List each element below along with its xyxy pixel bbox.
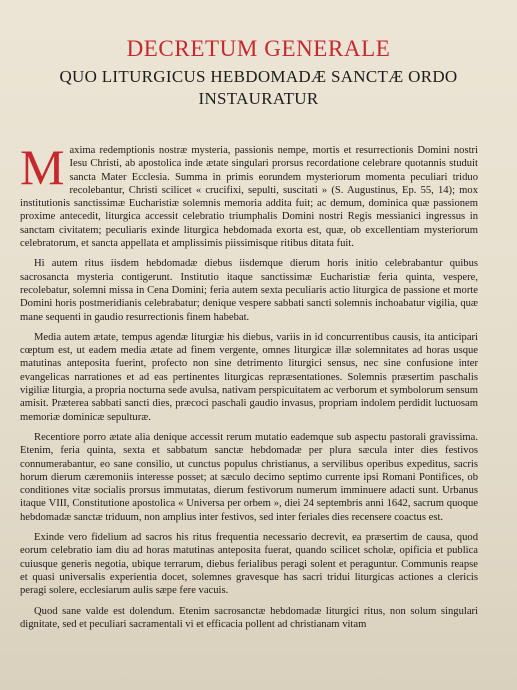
body-text [20,139,478,638]
paragraph-2: Hi autem ritus iisdem hebdomadæ diebus iisdemque dierum horis initio celebrabantur quibus sacrosancta mysteria contigerunt. Institutio itaque sanctissimæ Eucharistiæ feria quinta, vespere, recolebatur, solemni missa in Cena Domini; feria autem sexta peculiaris actio liturgica de passione et morte Domini horis postmeridianis celebrabatur; denique vespere sabbati sancti solemnis inchoabatur vigilia, quæ mane sequenti in gaudio resurrectionis finem habebat. [20,258,478,323]
paragraph-4: Recentiore porro ætate alia denique accessit rerum mutatio eademque sub aspectu pastorali gravissima. Etenim, feria quinta, sexta et sabbatum sanctæ hebdomadæ per plura sæcula inter dies festivos connumerabantur, eo sane consilio, ut cunctus populus christianus, a servilibus operibus expeditus, sacris horum dierum cæremoniis interesse posset; at sæculo decimo septimo currente ipsi Romani Pontifices, ob conditiones vitæ socialis prorsus immutatas, dierum festivorum numerum imminuere adacti sunt. Urbanus itaque VIII, Constitutione apostolica « Universa per orbem », diei 24 septembris anni 1642, sacrum quoque hebdomadæ sanctæ triduum, non amplius inter festivos, sed inter feriales dies recensere coactus est. [20,431,478,523]
paragraph-5: Exinde vero fidelium ad sacros his ritus frequentia necessario decrevit, ea præsertim de causa, quod eorum celebratio iam diu ad horas matutinas anteposita fuerat, quando scilicet scholæ, opificia et publica cuiusque generis negotia, ubique terrarum, diebus ferialibus peragi solent et peraguntur. Communis reapse et quasi universalis experientia docet, solemnes gravesque has sacri tridui liturgicas actiones a clericis peragi solere, ecclesiarum aulis sæpe fere vacuis. [20,532,478,597]
paragraph-3: Media autem ætate, tempus agendæ liturgiæ his diebus, variis in id concurrentibus causis, ita anticipari cœptum est, ut eadem media ætate ad finem vergente, omnes liturgicæ illæ solemnitates ad horas usque matutinas anteposita fuerint, profecto non sine detrimento liturgici sensus, nec sine confusione inter evangelicas narrationes et ad eas pertinentes liturgicas repræsentationes. Solemnis præsertim paschalis vigiliæ liturgia, a propria nocturna sede avulsa, nativam perspicuitatem ac verborum et symbolorum sensum amisit. Præterea sabbati sancti dies, præcoci paschali gaudio invasus, propriam indolem perdidit luctuosam memoriæ dominicæ sepulturæ. [20,331,478,423]
header [0,36,517,110]
decree-subtitle-line-1: QUO LITURGICUS HEBDOMADÆ SANCTÆ ORDO [59,67,458,86]
paragraph-1 [20,139,478,250]
paragraph-6: Quod sane valde est dolendum. Etenim sacrosanctæ hebdomadæ liturgici ritus, non solum singulari dignitate, sed et peculiari sacramentali vi et efficacia pollent ad christianam vitam [20,605,478,630]
decree-title: DECRETUM GENERALE [126,36,391,61]
decree-subtitle-line-2: INSTAURATUR [198,89,319,108]
paragraph-1-text: axima redemptionis nostræ mysteria, passionis nempe, mortis et resurrectionis Domini nostri Iesu Christi, ab apostolica inde ætate singulari prorsus recordatione celebrare quotannis studuit sancta Mater Ecclesia. Summa in primis eorundem mysteriorum momenta peculiari triduo recolebantur, Christi scilicet « crucifixi, sepulti, suscitati » (S. Augustinus, Ep. 55, 14); mox institutionis sanctissimæ Eucharistiæ solemnis memoria addita fuit; ac demum, dominica quæ passionem proxime antecedit, liturgica accessit celebratio triumphalis Domini nostri Regis messianici ingressus in sanctam civitatem; peculiaris exinde liturgica hebdomada exorta est, quæ, ob excellentiam mysteriorum celebratorum, et sancta appellata et amplissimis piissimisque ritibus ditata fuit. [20,145,478,250]
drop-cap-initial: M [20,139,65,195]
